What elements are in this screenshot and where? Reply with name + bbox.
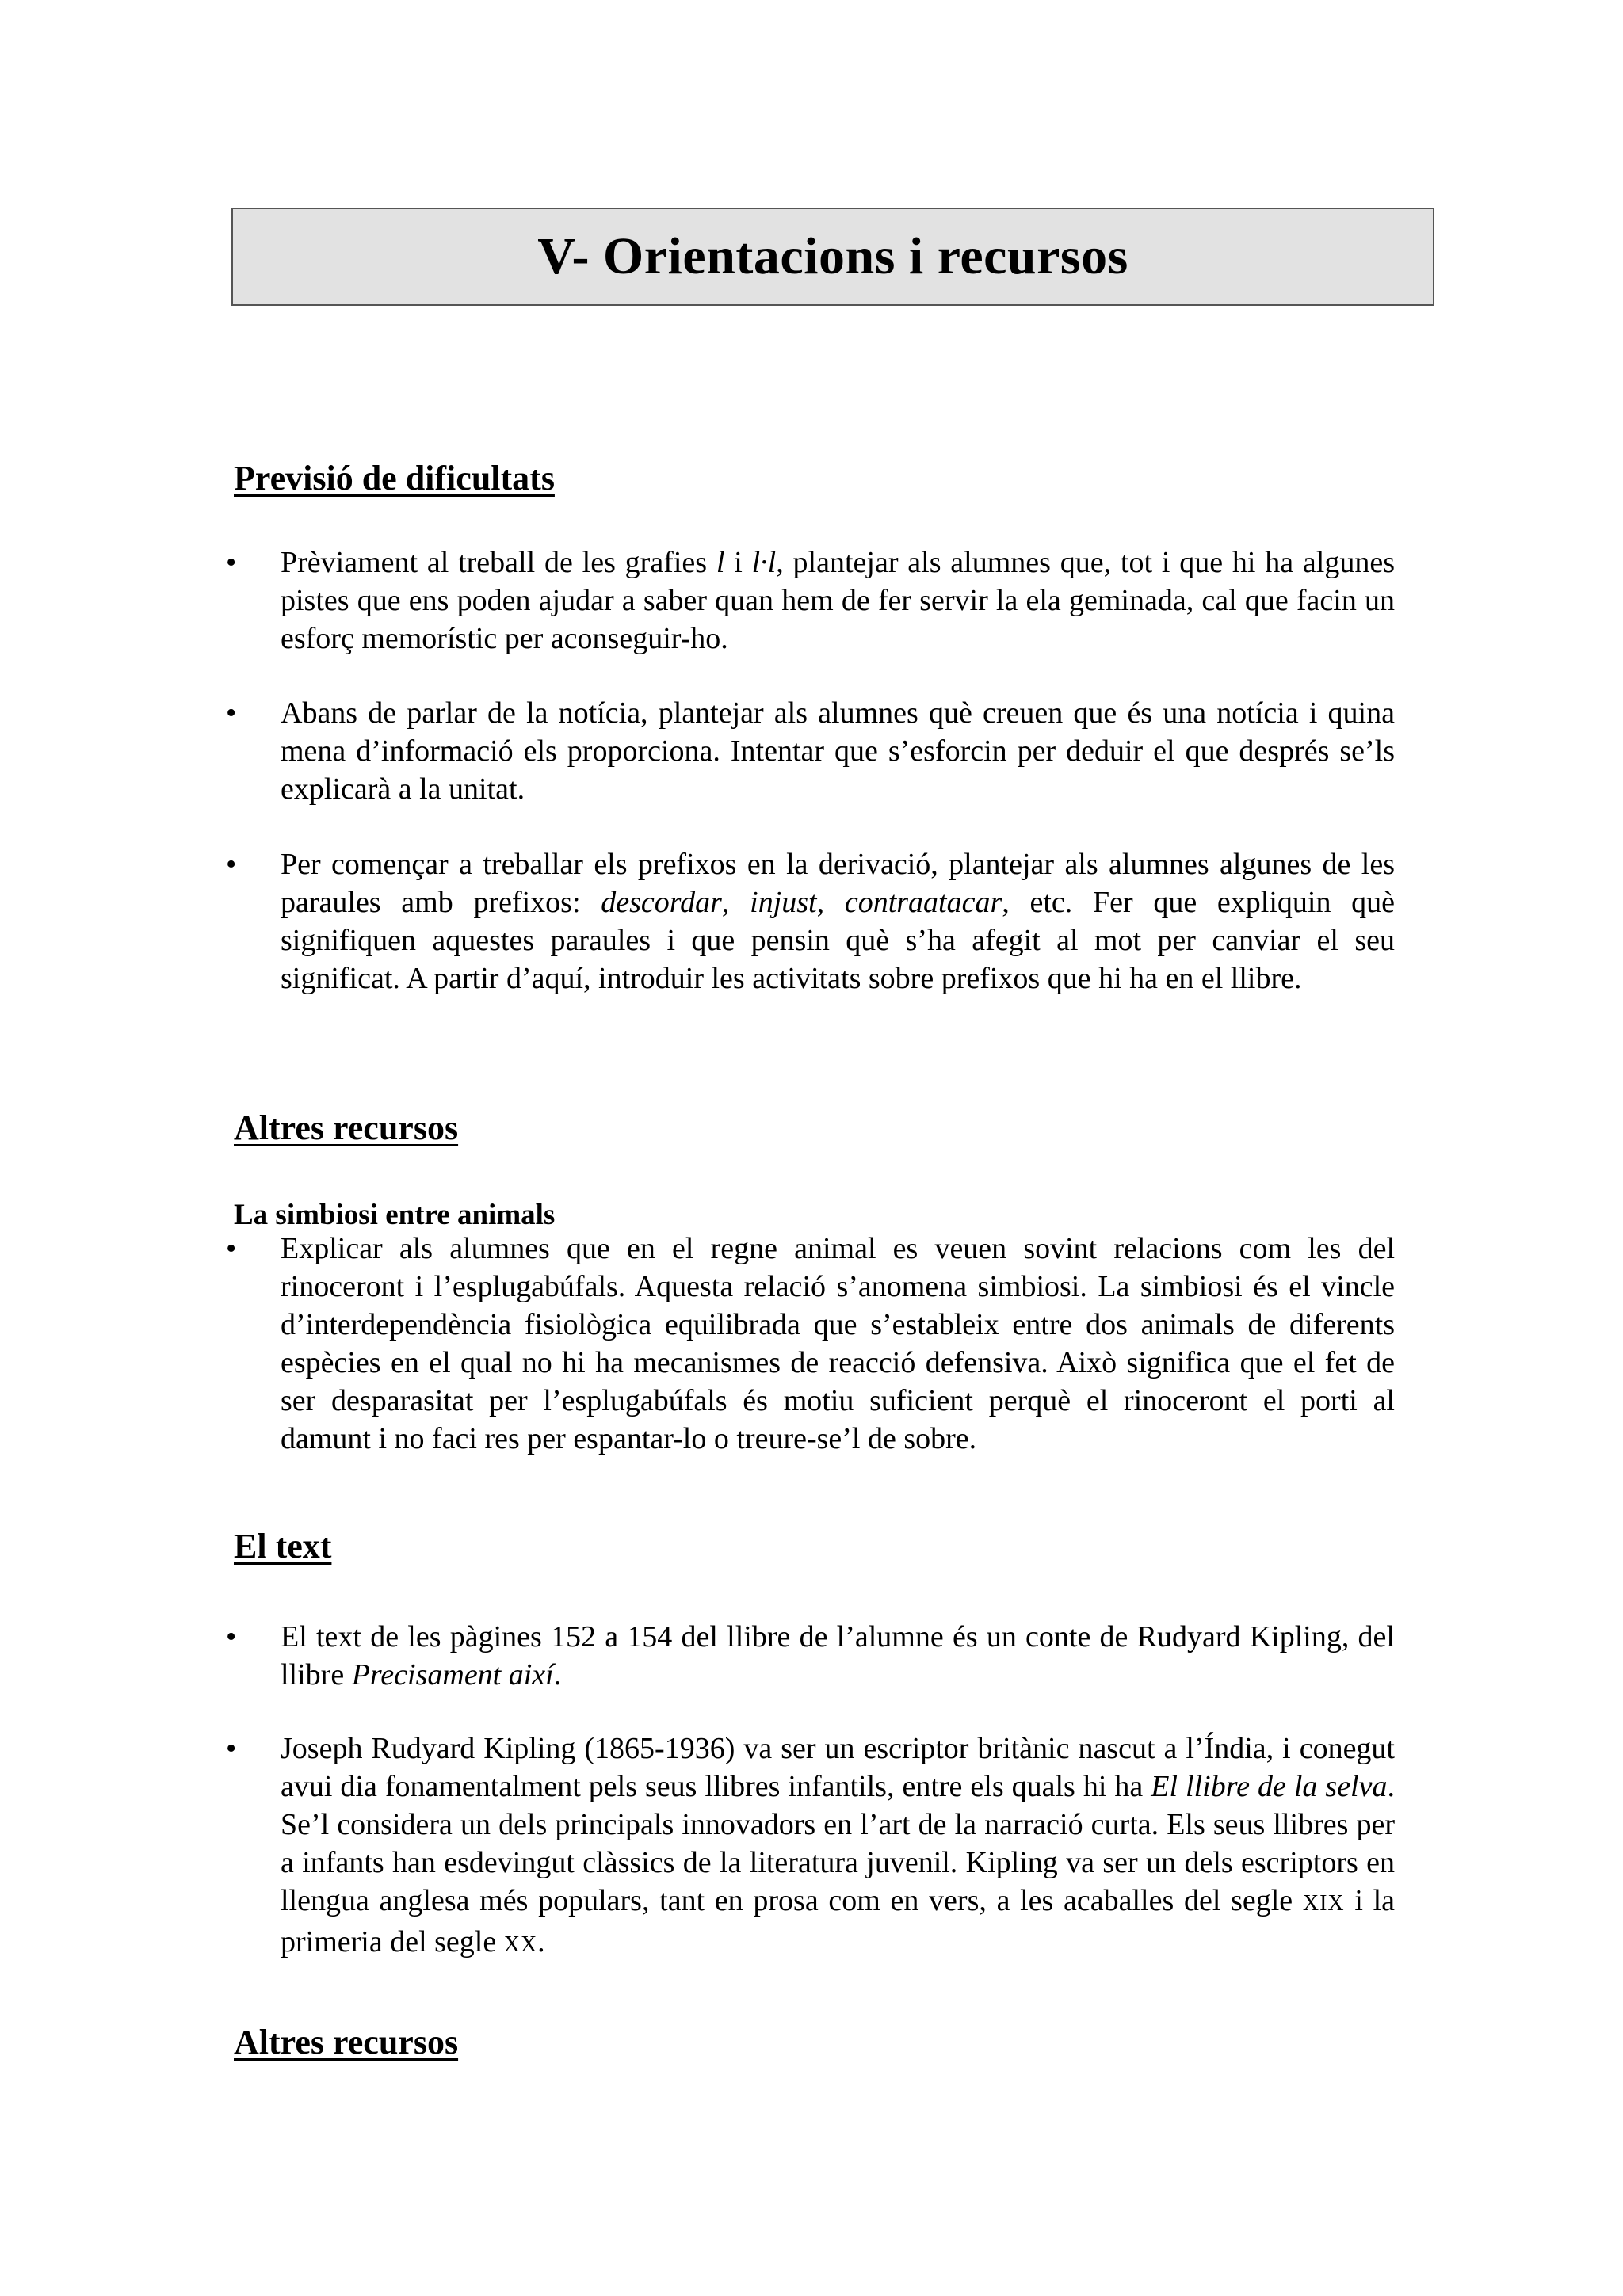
paragraph: Per començar a treballar els prefixos en la derivació, plantejar als alumnes algunes de les paraules amb prefixos: descordar, injust, contraatacar, etc. Fer que expliquin què signifiquen aquestes paraules i que pensin què s’ha afegit al mot per canviar el seu significat. A partir d’aquí, introduir les activitats sobre prefixos que hi ha en el llibre. [281,848,1396,995]
paragraph: El text de les pàgines 152 a 154 del llibre de l’alumne és un conte de Rudyard Kipling, del llibre Precisament així. [281,1620,1395,1691]
paragraph: Joseph Rudyard Kipling (1865-1936) va ser un escriptor britànic nascut a l’Índia, i conegut avui dia fonamentalment pels seus llibres infantils, entre els quals hi ha El llibre de la selva. Se’l considera un dels principals innovadors en l’art de la narració curta. Els seus llibres per a infants han esdevingut clàssics de la literatura juvenil. Kipling va ser un dels escriptors en llengua anglesa més populars, tant en prosa com en vers, a les acaballes del segle XIX i la primeria del segle XX. [281,1732,1395,1958]
paragraph: Abans de parlar de la notícia, plantejar als alumnes què creuen que és una notícia i quina mena d’informació els proporciona. Intentar que s’esforcin per deduir el que després se’ls explicarà a la unitat. [281,696,1395,806]
list-item [226,543,1395,658]
bullet-icon: • [226,696,237,730]
subheading-simbiosi: La simbiosi entre animals [234,1199,556,1231]
title-box [231,208,1434,306]
bullet-icon: • [226,1620,237,1653]
section-heading-el-text: El text [234,1527,332,1566]
page-title: V- Orientacions i recursos [537,227,1128,285]
list-item [226,845,1395,997]
bullet-icon: • [226,1732,237,1765]
section-heading-altres-recursos: Altres recursos [234,1108,459,1147]
bullet-icon: • [226,1232,237,1265]
section-heading-previsio: Previsió de dificultats [234,459,555,498]
list-item [226,1730,1395,1964]
list-item [226,1618,1395,1694]
section-heading-altres-recursos-2: Altres recursos [234,2023,459,2061]
bullet-icon: • [226,546,237,579]
list-item [226,1230,1395,1458]
paragraph: Explicar als alumnes que en el regne animal es veuen sovint relacions com les del rinoceront i l’esplugabúfals. Aquesta relació s’anomena simbiosi. La simbiosi és el vincle d’interdependència fisiològica equilibrada que s’estableix entre dos animals de diferents espècies en el qual no hi ha mecanismes de reacció defensiva. Això significa que el fet de ser desparasitat per l’esplugabúfals és motiu suficient perquè el rinoceront el porti al damunt i no faci res per espantar-lo o treure-se’l de sobre. [281,1232,1395,1455]
bullet-icon: • [226,848,237,881]
paragraph: Prèviament al treball de les grafies l i l·l, plantejar als alumnes que, tot i que hi ha algunes pistes que ens poden ajudar a saber quan hem de fer servir la ela geminada, cal que facin un esforç memorístic per aconseguir-ho. [281,546,1395,655]
list-item [226,694,1395,808]
